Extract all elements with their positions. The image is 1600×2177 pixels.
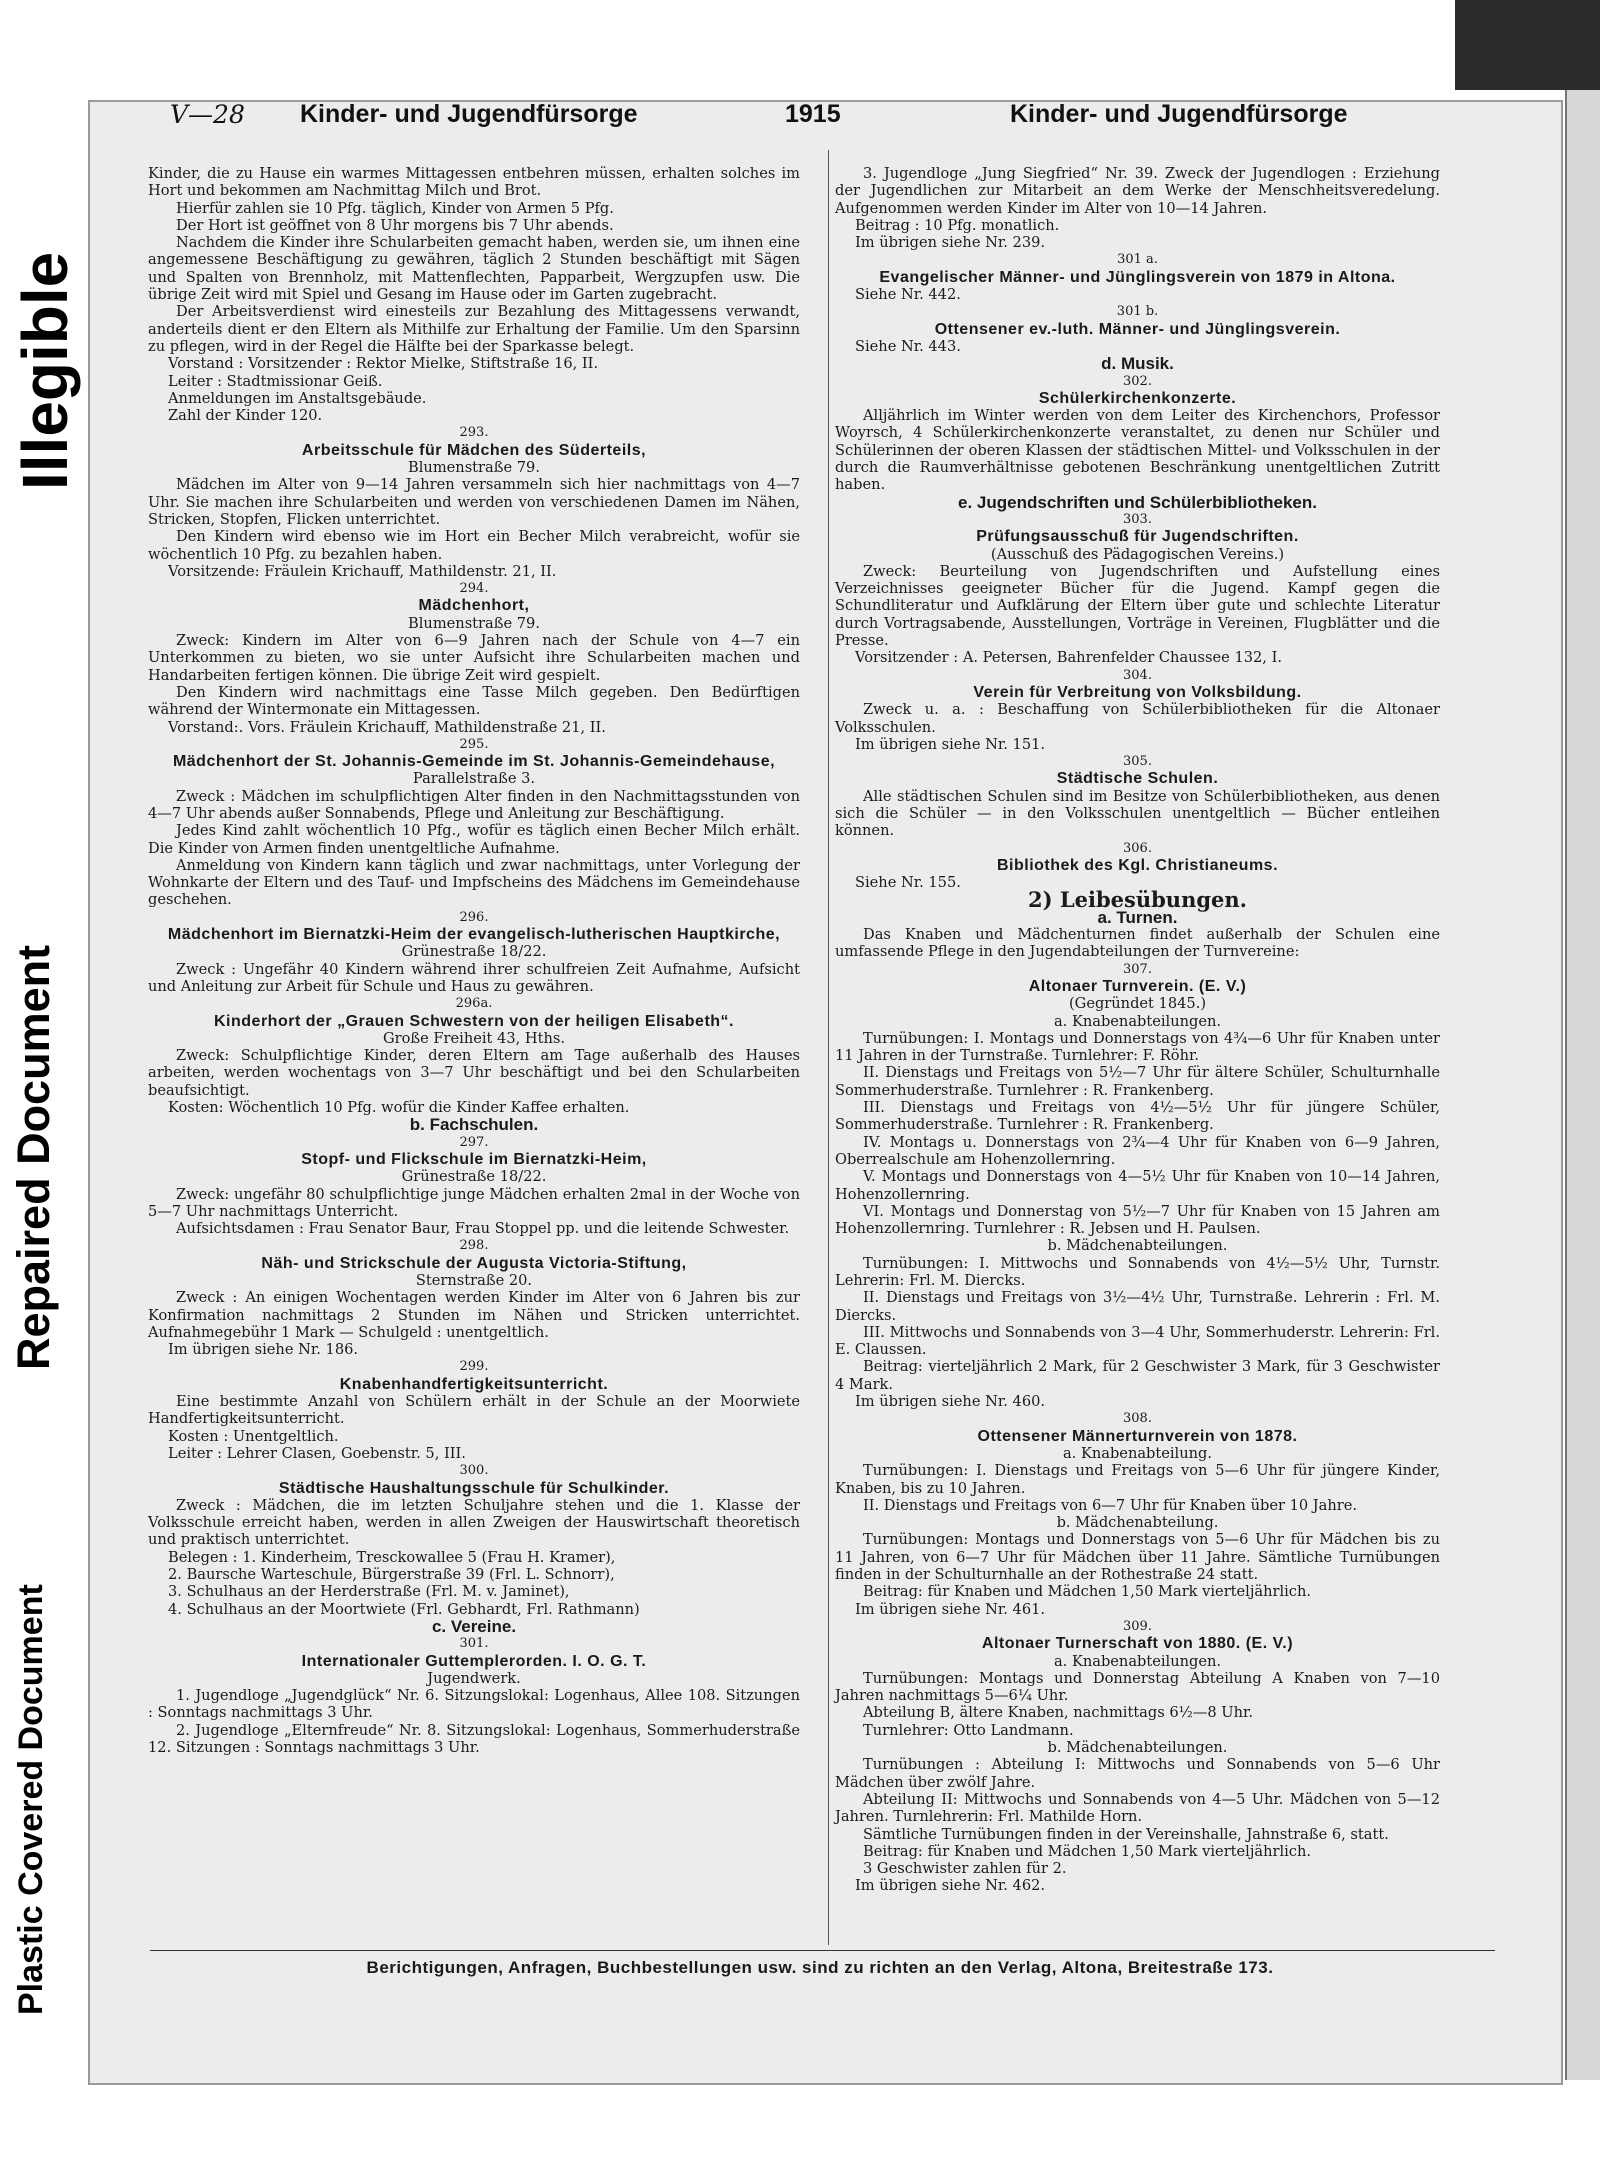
entry-number: 302. — [1123, 373, 1152, 389]
paragraph: Turnübungen : Abteilung I: Mittwochs und Sonnabends von 5—6 Uhr Mädchen über zwölf Jahre. — [835, 1756, 1440, 1791]
right-column — [835, 165, 1440, 1895]
paragraph: Den Kindern wird ebenso wie im Hort ein Becher Milch verabreicht, wofür sie wöchentlich 10 Pfg. zu bezahlen haben. — [148, 528, 800, 563]
paragraph: Zahl der Kinder 120. — [168, 407, 323, 425]
paragraph: II. Dienstags und Freitags von 3½—4½ Uhr, Turnstraße. Lehrerin : Frl. M. Diercks. — [835, 1289, 1440, 1324]
paragraph: Beitrag: für Knaben und Mädchen 1,50 Mark vierteljährlich. — [863, 1583, 1311, 1601]
entry-heading: Verein für Verbreitung von Volksbildung. — [973, 683, 1302, 701]
entry-heading: Evangelischer Männer- und Jünglingsverein von 1879 in Altona. — [879, 268, 1396, 286]
entry-number: 297. — [459, 1134, 489, 1150]
footer-notice: Berichtigungen, Anfragen, Buchbestellungen usw. sind zu richten an den Verlag, Altona, Breitestraße 173. — [366, 1958, 1274, 1977]
entry-number: 296. — [459, 909, 489, 925]
paragraph: Sternstraße 20. — [415, 1272, 533, 1289]
paragraph: Vorsitzende: Fräulein Krichauff, Mathildenstr. 21, II. — [168, 562, 557, 580]
section-heading: c. Vereine. — [431, 1616, 517, 1636]
paragraph: (Ausschuß des Pädagogischen Vereins.) — [990, 545, 1285, 563]
entry-heading: Prüfungsausschuß für Jugendschriften. — [976, 528, 1299, 546]
entry-heading: Ottensener Männerturnverein von 1878. — [977, 1427, 1298, 1445]
paragraph: Den Kindern wird nachmittags eine Tasse Milch gegeben. Den Bedürftigen während der Wintermonate ein Mittagessen. — [148, 683, 800, 719]
entry-heading: Kinderhort der „Grauen Schwestern von der heiligen Elisabeth“. — [214, 1012, 734, 1030]
paragraph: Alljährlich im Winter werden von dem Leiter des Kirchenchors, Professor Woyrsch, 4 Schülerkirchenkonzerte veranstaltet, zu denen nur Schüler und Schülerinnen der oberen Klassen der städtischen Mittel- und Volksschulen in der durch die Raumverhältnisse gebotenen Beschränkung unentgeltlichen Zutritt haben. — [835, 407, 1440, 494]
paragraph: Kosten: Wöchentlich 10 Pfg. wofür die Kinder Kaffee erhalten. — [168, 1099, 630, 1117]
paragraph: a. Knabenabteilungen. — [1053, 1012, 1222, 1030]
paragraph: Zweck u. a. : Beschaffung von Schülerbibliotheken für die Altonaer Volksschulen. — [835, 701, 1440, 736]
paragraph: Große Freiheit 43, Hths. — [382, 1029, 566, 1047]
paragraph: (Gegründet 1845.) — [1068, 995, 1207, 1013]
paragraph: Blumenstraße 79. — [408, 459, 540, 477]
footer-rule — [150, 1950, 1495, 1951]
entry-heading: Knabenhandfertigkeitsunterricht. — [339, 1375, 609, 1393]
entry-number: 305. — [1123, 754, 1152, 770]
paragraph: Abteilung B, ältere Knaben, nachmittags 6½—8 Uhr. — [863, 1704, 1254, 1722]
page-edge — [1565, 90, 1600, 2080]
paragraph: Zweck: Beurteilung von Jugendschriften und Aufstellung eines Verzeichnisses geeigneter Bücher für die Jugend. Kampf gegen die Schundliteratur und Aufklärung der Eltern über gute und schlechte Literatur durch Vortragsabende, Ausstellungen, Vorträge in Vereinen, Flugblätter und die Presse. — [835, 562, 1440, 650]
paragraph: Der Hort ist geöffnet von 8 Uhr morgens bis 7 Uhr abends. — [176, 216, 614, 234]
entry-number: 300. — [459, 1463, 489, 1479]
paragraph: Im übrigen siehe Nr. 461. — [855, 1600, 1046, 1618]
entry-heading: Altonaer Turnerschaft von 1880. (E. V.) — [981, 1635, 1294, 1653]
paragraph: Grünestraße 18/22. — [401, 1168, 547, 1186]
paragraph: Leiter : Stadtmissionar Geiß. — [168, 372, 383, 390]
paragraph: Sämtliche Turnübungen finden in der Vereinshalle, Jahnstraße 6, statt. — [863, 1825, 1389, 1843]
paragraph: Alle städtischen Schulen sind im Besitze von Schülerbibliotheken, aus denen sich die Schüler — in den Volksschulen unentgeltlich — Bücher entleihen können. — [835, 787, 1440, 840]
section-heading: a. Turnen. — [1097, 907, 1178, 927]
paragraph: III. Mittwochs und Sonnabends von 3—4 Uhr, Sommerhuderstr. Lehrerin: Frl. E. Claussen. — [835, 1323, 1440, 1359]
paragraph: Beitrag : 10 Pfg. monatlich. — [855, 216, 1060, 234]
paragraph: 4. Schulhaus an der Moortwiete (Frl. Gebhardt, Frl. Rathmann) — [168, 1600, 640, 1618]
paragraph: 3 Geschwister zahlen für 2. — [863, 1860, 1067, 1878]
paragraph: Turnlehrer: Otto Landmann. — [863, 1721, 1074, 1739]
paragraph: II. Dienstags und Freitags von 6—7 Uhr für Knaben über 10 Jahre. — [863, 1496, 1357, 1514]
paragraph: b. Mädchenabteilung. — [1056, 1514, 1219, 1532]
paragraph: Zweck: Schulpflichtige Kinder, deren Eltern am Tage außerhalb des Hauses arbeiten, werden wochentags von 3—7 Uhr beschäftigt und bei den Schularbeiten beaufsichtigt. — [148, 1047, 800, 1099]
section-heading: d. Musik. — [1101, 354, 1174, 374]
paragraph: Belegen : 1. Kinderheim, Tresckowallee 5 (Frau H. Kramer), — [168, 1548, 616, 1566]
paragraph: Jedes Kind zahlt wöchentlich 10 Pfg., wofür es täglich einen Becher Milch erhält. Die Kinder von Armen finden unentgeltliche Aufnahme. — [148, 822, 800, 857]
side-label-repaired: Repaired Document — [8, 944, 59, 1370]
section-heading: b. Fachschulen. — [409, 1115, 539, 1135]
entry-number: 306. — [1123, 840, 1152, 856]
paragraph: Zweck : Mädchen, die im letzten Schuljahre stehen und die 1. Klasse der Volksschule erreicht haben, werden in allen Zweigen der Hauswirtschaft theoretisch und praktisch unterrichtet. — [148, 1496, 800, 1549]
paragraph: Zweck : Mädchen im schulpflichtigen Alter finden in den Nachmittagsstunden von 4—7 Uhr abends außer Sonnabends, Pflege und Anleitung zur Beschäftigung. — [148, 787, 800, 822]
section-heading: 2) Leibesübungen. — [1028, 887, 1247, 913]
paragraph: Mädchen im Alter von 9—14 Jahren versammeln sich hier nachmittags von 4—7 Uhr. Sie machen ihre Schularbeiten und werden von verschiedenen Damen im Nähen, Stricken, Stopfen, Flicken unterrichtet. — [148, 476, 800, 528]
paragraph: Im übrigen siehe Nr. 186. — [168, 1341, 359, 1359]
paragraph: Siehe Nr. 442. — [855, 286, 961, 304]
paragraph: Kinder, die zu Hause ein warmes Mittagessen entbehren müssen, erhalten solches im Hort und bekommen am Nachmittag Milch und Brot. — [148, 165, 800, 200]
paragraph: Siehe Nr. 443. — [855, 337, 961, 355]
entry-heading: Schülerkirchenkonzerte. — [1038, 389, 1237, 407]
paragraph: Vorstand:. Vors. Fräulein Krichauff, Mathildenstraße 21, II. — [168, 718, 606, 736]
entry-heading: Städtische Haushaltungsschule für Schulkinder. — [278, 1479, 670, 1497]
paragraph: 3. Jugendloge „Jung Siegfried“ Nr. 39. Zweck der Jugendlogen : Erziehung der Jugendlichen zur Mitarbeit an dem Werke der Menschheitsveredelung. Aufgenommen werden Kinder im Alter von 10—14 Jahren. — [835, 165, 1440, 217]
entry-heading: Internationaler Guttemplerorden. I. O. G. T. — [301, 1652, 647, 1670]
paragraph: a. Knabenabteilung. — [1062, 1444, 1213, 1462]
entry-number: 307. — [1123, 961, 1152, 977]
column-divider — [828, 150, 829, 1945]
paragraph: Anmeldungen im Anstaltsgebäude. — [168, 389, 427, 407]
section-heading: e. Jugendschriften und Schülerbibliotheken. — [958, 492, 1317, 512]
entry-number: 293. — [459, 425, 489, 441]
paragraph: Turnübungen: I. Montags und Donnerstags von 4¾—6 Uhr für Knaben unter 11 Jahren in der Turnstraße. Turnlehrer: F. Röhr. — [835, 1029, 1440, 1065]
entry-number: 304. — [1123, 667, 1152, 683]
entry-number: 295. — [459, 736, 489, 752]
entry-number: 299. — [459, 1359, 489, 1375]
paragraph: Blumenstraße 79. — [408, 614, 540, 632]
entry-number: 309. — [1123, 1618, 1152, 1634]
entry-number: 301 b. — [1116, 304, 1159, 320]
paragraph: II. Dienstags und Freitags von 5½—7 Uhr für ältere Schüler, Schulturnhalle Sommerhuderstraße. Turnlehrer : R. Frankenberg. — [835, 1064, 1440, 1099]
entry-heading: Altonaer Turnverein. (E. V.) — [1028, 977, 1247, 995]
entry-heading: Mädchenhort der St. Johannis-Gemeinde im St. Johannis-Gemeindehause, — [172, 753, 776, 771]
paragraph: Das Knaben und Mädchenturnen findet außerhalb der Schulen eine umfassende Pflege in den Jugendabteilungen der Turnvereine: — [835, 926, 1440, 961]
paragraph: Abteilung II: Mittwochs und Sonnabends von 4—5 Uhr. Mädchen von 5—12 Jahren. Turnlehrerin: Frl. Mathilde Horn. — [835, 1790, 1440, 1826]
paragraph: Im übrigen siehe Nr. 460. — [855, 1393, 1046, 1411]
paragraph: 2. Jugendloge „Elternfreude“ Nr. 8. Sitzungslokal: Logenhaus, Sommerhuderstraße 12. Sitzungen : Sonntags nachmittags 3 Uhr. — [148, 1721, 800, 1757]
paragraph: Jugendwerk. — [427, 1669, 521, 1687]
paragraph: 2. Baursche Warteschule, Bürgerstraße 39 (Frl. L. Schnorr), — [168, 1566, 615, 1584]
entry-number: 298. — [459, 1238, 489, 1254]
left-column — [148, 165, 800, 1756]
paragraph: b. Mädchenabteilungen. — [1047, 1739, 1228, 1757]
entry-heading: Ottensener ev.-luth. Männer- und Jünglingsverein. — [934, 320, 1341, 338]
entry-heading: Näh- und Strickschule der Augusta Victoria-Stiftung, — [261, 1254, 687, 1272]
entry-heading: Bibliothek des Kgl. Christianeums. — [996, 856, 1279, 874]
page-number: V—28 — [170, 100, 245, 129]
paragraph: V. Montags und Donnerstags von 4—5½ Uhr für Knaben von 10—14 Jahren, Hohenzollernring. — [835, 1168, 1440, 1203]
side-label-illegible: Illegible — [9, 251, 81, 490]
paragraph: Hierfür zahlen sie 10 Pfg. täglich, Kinder von Armen 5 Pfg. — [176, 199, 614, 217]
paragraph: Zweck: Kindern im Alter von 6—9 Jahren nach der Schule von 4—7 ein Unterkommen zu bieten, wo sie unter Aufsicht ihre Schularbeiten machen und Handarbeiten fertigen können. Die übrige Zeit wird gespielt. — [148, 632, 800, 684]
paragraph: IV. Montags u. Donnerstags von 2¾—4 Uhr für Knaben von 6—9 Jahren, Oberrealschule am Hohenzollernring. — [835, 1133, 1440, 1168]
entry-number: 303. — [1123, 511, 1152, 527]
entry-heading: Arbeitsschule für Mädchen des Süderteils, — [301, 441, 647, 459]
paragraph: III. Dienstags und Freitags von 4½—5½ Uhr für jüngere Schüler, Sommerhuderstraße. Turnlehrer : R. Frankenberg. — [835, 1099, 1440, 1134]
paragraph: Parallelstraße 3. — [412, 770, 536, 788]
paragraph: Vorstand : Vorsitzender : Rektor Mielke, Stiftstraße 16, II. — [168, 355, 599, 373]
paragraph: Anmeldung von Kindern kann täglich und zwar nachmittags, unter Vorlegung der Wohnkarte der Eltern und des Tauf- und Impfscheins des Mädchens im Gemeindehause geschehen. — [148, 856, 800, 909]
paragraph: 3. Schulhaus an der Herderstraße (Frl. M. v. Jaminet), — [168, 1583, 570, 1601]
paragraph: Aufsichtsdamen : Frau Senator Baur, Frau Stoppel pp. und die leitende Schwester. — [176, 1220, 790, 1238]
paragraph: Zweck: ungefähr 80 schulpflichtige junge Mädchen erhalten 2mal in der Woche von 5—7 Uhr nachmittags Unterricht. — [148, 1185, 800, 1220]
entry-number: 301 a. — [1117, 252, 1158, 268]
header-left-title: Kinder- und Jugendfürsorge — [300, 100, 638, 128]
paragraph: Grünestraße 18/22. — [401, 943, 547, 961]
entry-heading: Stopf- und Flickschule im Biernatzki-Heim, — [301, 1150, 647, 1168]
paragraph: Turnübungen: I. Dienstags und Freitags von 5—6 Uhr für jüngere Kinder, Knaben, bis zu 10 Jahren. — [835, 1462, 1440, 1497]
paragraph: Turnübungen: I. Mittwochs und Sonnabends von 4½—5½ Uhr, Turnstr. Lehrerin: Frl. M. Diercks. — [835, 1254, 1440, 1289]
paragraph: Turnübungen: Montags und Donnerstag Abteilung A Knaben von 7—10 Jahren nachmittags 5—6¼ Uhr. — [835, 1669, 1440, 1705]
paragraph: Im übrigen siehe Nr. 239. — [855, 234, 1046, 252]
paragraph: Beitrag: für Knaben und Mädchen 1,50 Mark vierteljährlich. — [863, 1842, 1311, 1860]
entry-heading: Mädchenhort im Biernatzki-Heim der evangelisch-lutherischen Hauptkirche, — [167, 926, 781, 944]
paragraph: Kosten : Unentgeltlich. — [168, 1427, 339, 1445]
paragraph: a. Knabenabteilungen. — [1053, 1652, 1222, 1670]
side-label-plastic: Plastic Covered Document — [12, 1584, 50, 2015]
entry-number: 301. — [459, 1636, 489, 1652]
paragraph: Im übrigen siehe Nr. 151. — [855, 735, 1046, 753]
paragraph: Nachdem die Kinder ihre Schularbeiten gemacht haben, werden sie, um ihnen eine angemessene Beschäftigung zu gewähren, täglich 2 Stunden beschäftigt mit Sägen und Spalten von Brennholz, mit Mattenflechten, Papparbeit, Wergzupfen usw. Die übrige Zeit wird mit Spiel und Gesang im Hause oder im Garten zugebracht. — [148, 234, 800, 304]
paragraph: Vorsitzender : A. Petersen, Bahrenfelder Chaussee 132, I. — [855, 649, 1282, 667]
paragraph: Zweck : An einigen Wochentagen werden Kinder im Alter von 6 Jahren bis zur Konfirmation nachmittags 2 Stunden im Nähen und Stricken unterrichtet. Aufnahmegebühr 1 Mark — Schulgeld : unentgeltlich. — [148, 1289, 800, 1341]
paragraph: 1. Jugendloge „Jugendglück“ Nr. 6. Sitzungslokal: Logenhaus, Allee 108. Sitzungen : Sonntags nachmittags 3 Uhr. — [148, 1687, 800, 1722]
paragraph: b. Mädchenabteilungen. — [1047, 1237, 1228, 1255]
paragraph: Leiter : Lehrer Clasen, Goebenstr. 5, III. — [168, 1444, 466, 1462]
header-year: 1915 — [785, 100, 841, 128]
entry-number: 308. — [1123, 1411, 1152, 1427]
paragraph: Zweck : Ungefähr 40 Kindern während ihrer schulfreien Zeit Aufnahme, Aufsicht und Anleitung zur Arbeit für Schule und Haus zu gewähren. — [148, 960, 800, 995]
paragraph: Im übrigen siehe Nr. 462. — [855, 1877, 1046, 1895]
paragraph: Turnübungen: Montags und Donnerstags von 5—6 Uhr für Mädchen bis zu 11 Jahren, von 6—7 Uhr für Mädchen über 11 Jahre. Sämtliche Turnübungen finden in der Schulturnhalle an der Rothestraße 24 statt. — [835, 1531, 1440, 1584]
entry-heading: Mädchenhort, — [418, 597, 530, 615]
entry-heading: Städtische Schulen. — [1056, 770, 1219, 788]
header-right-title: Kinder- und Jugendfürsorge — [1010, 100, 1348, 128]
paragraph: Eine bestimmte Anzahl von Schülern erhält in der Schule an der Moorwiete Handfertigkeitsunterricht. — [148, 1393, 800, 1428]
paragraph: Beitrag: vierteljährlich 2 Mark, für 2 Geschwister 3 Mark, für 3 Geschwister 4 Mark. — [835, 1358, 1440, 1393]
scanner-edge — [1455, 0, 1600, 90]
paragraph: Der Arbeitsverdienst wird einesteils zur Bezahlung des Mittagessens verwandt, anderteils dient er den Eltern als Mithilfe zur Erhaltung der Familie. Um den Sparsinn zu pflegen, wird in der Regel die Hälfte bei der Sparkasse belegt. — [148, 303, 800, 355]
paragraph: VI. Montags und Donnerstag von 5½—7 Uhr für Knaben von 15 Jahren am Hohenzollernring. Turnlehrer : R. Jebsen und H. Paulsen. — [835, 1202, 1440, 1238]
entry-number: 294. — [459, 581, 489, 597]
entry-number: 296a. — [455, 996, 493, 1012]
paragraph: Siehe Nr. 155. — [855, 874, 961, 892]
